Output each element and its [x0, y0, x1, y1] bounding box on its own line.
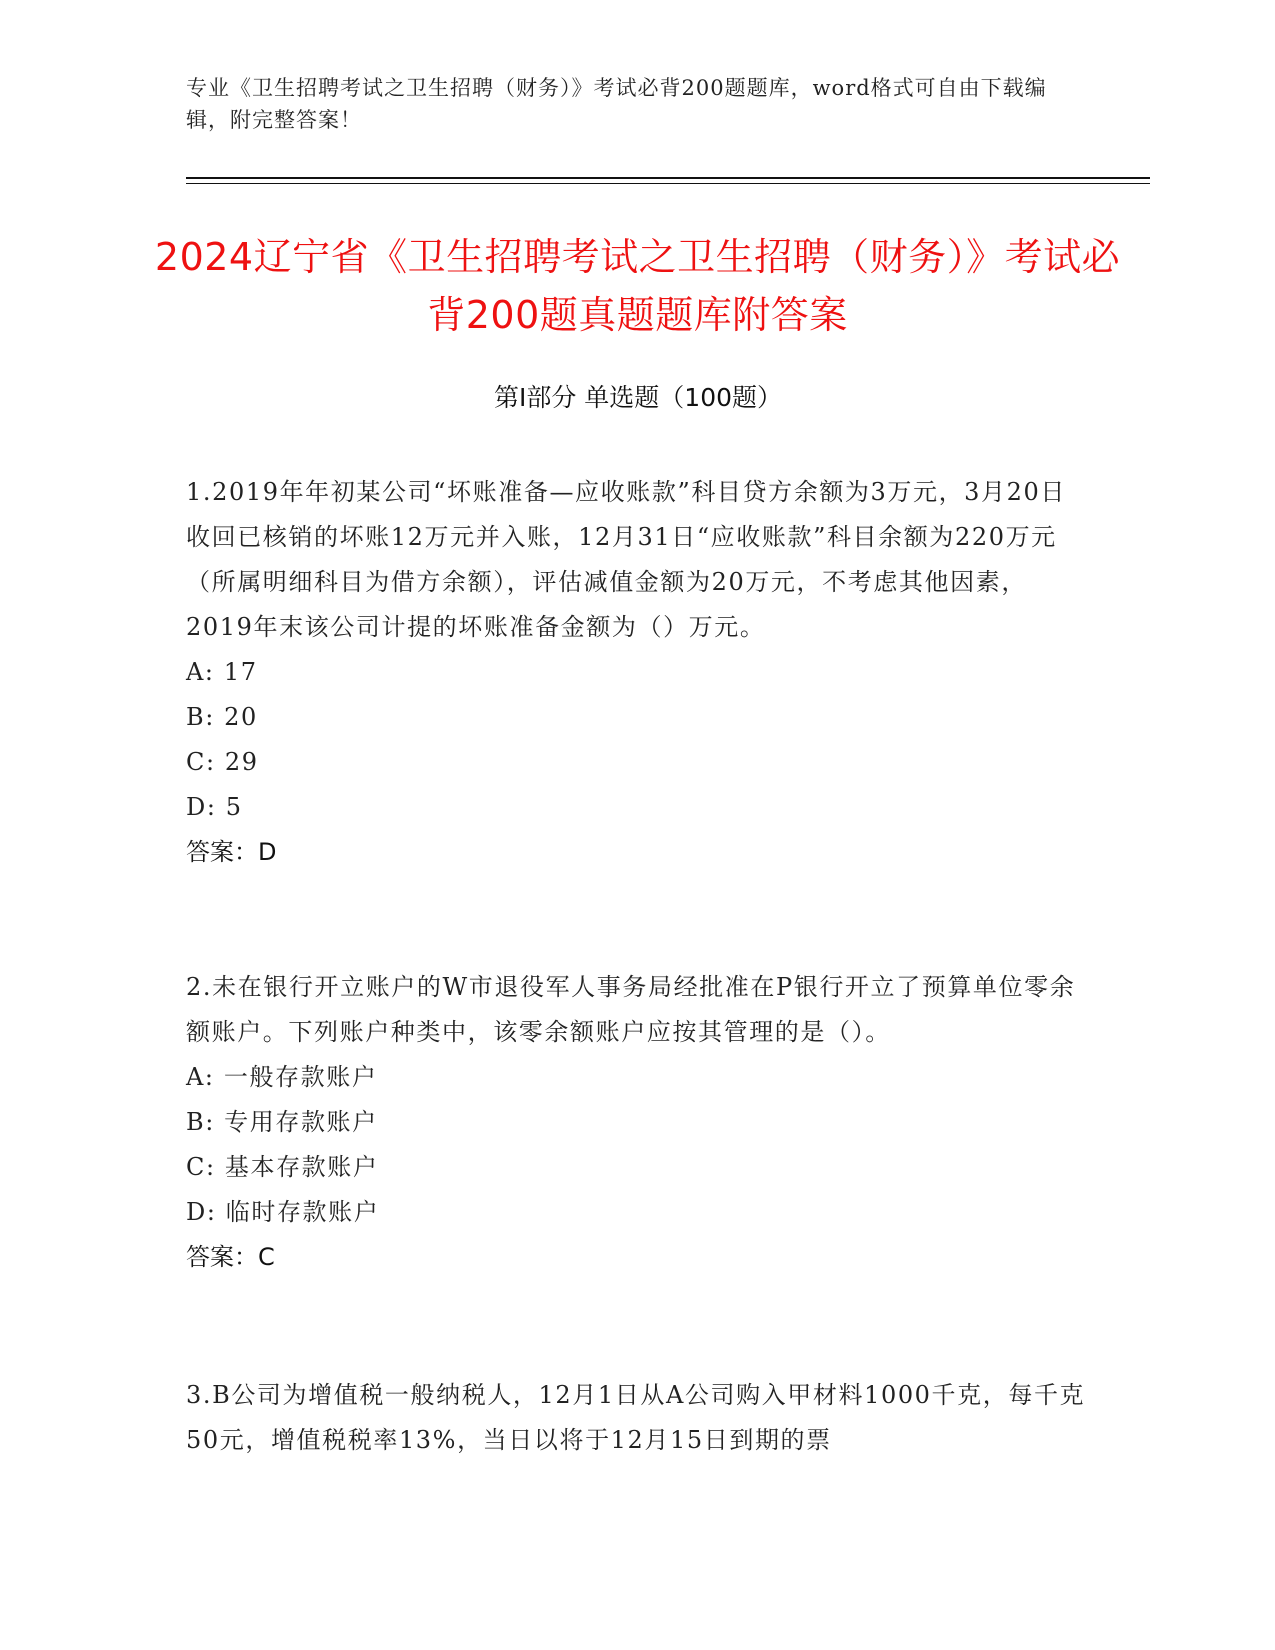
- document-title: 2024辽宁省《卫生招聘考试之卫生招聘（财务）》考试必背200题真题题库附答案: [154, 235, 1121, 337]
- option-a: A: 一般存款账户: [186, 1063, 378, 1091]
- header-divider-thin: [186, 183, 1150, 184]
- question-stem: 3.B公司为增值税一般纳税人，12月1日从A公司购入甲材料1000千克，每千克50元，增值税税率13%，当日以将于12月15日到期的票: [186, 1381, 1086, 1454]
- question-stem: 1.2019年年初某公司“坏账准备—应收账款”科目贷方余额为3万元，3月20日收回已核销的坏账12万元并入账，12月31日“应收账款”科目余额为220万元（所属明细科目为借方余额），评估减值金额为20万元，不考虑其他因素，2019年末该公司计提的坏账准备金额为（）万元。: [186, 478, 1066, 641]
- section-title: 第Ⅰ部分 单选题（100题）: [493, 383, 783, 412]
- option-a: A: 17: [186, 658, 258, 686]
- option-d: D: 临时存款账户: [186, 1198, 380, 1226]
- header-divider-thick: [186, 177, 1150, 179]
- question-1: [186, 470, 1086, 875]
- option-b: B: 20: [186, 703, 258, 731]
- answer: 答案：C: [186, 1243, 275, 1271]
- answer: 答案：D: [186, 838, 277, 866]
- question-stem: 2.未在银行开立账户的W市退役军人事务局经批准在P银行开立了预算单位零余额账户。下列账户种类中，该零余额账户应按其管理的是（）。: [186, 973, 1076, 1046]
- question-2: [186, 965, 1086, 1280]
- header-note: 专业《卫生招聘考试之卫生招聘（财务）》考试必背200题题库，word格式可自由下载编辑，附完整答案！: [186, 76, 1047, 132]
- option-d: D: 5: [186, 793, 243, 821]
- option-c: C: 基本存款账户: [186, 1153, 379, 1181]
- option-b: B: 专用存款账户: [186, 1108, 378, 1136]
- question-3: [186, 1373, 1086, 1463]
- option-c: C: 29: [186, 748, 259, 776]
